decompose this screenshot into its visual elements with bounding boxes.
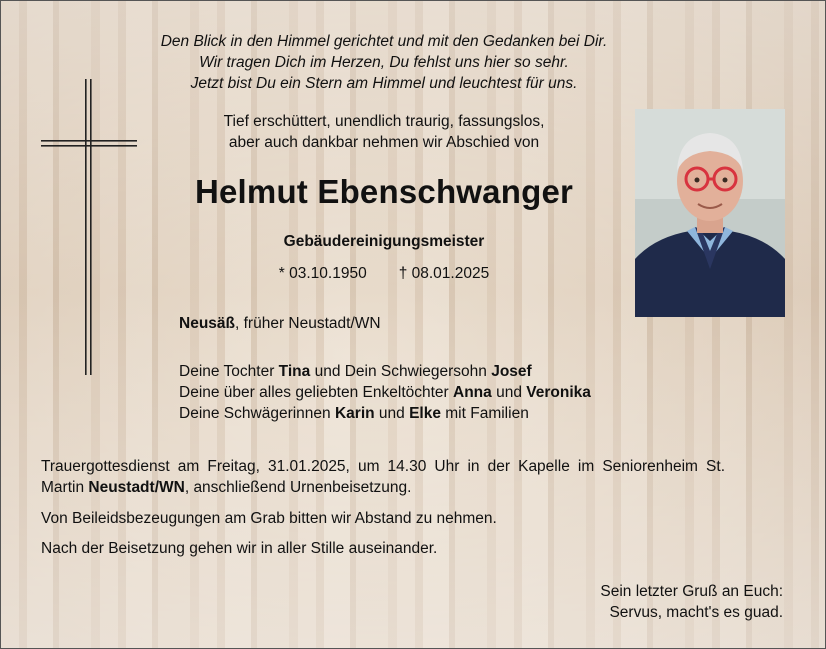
farewell-line: Servus, macht's es guad. [609,604,783,621]
text: Deine über alles geliebten Enkeltöchter [179,384,454,401]
mourner-name: Tina [278,363,311,380]
condolence-note: Von Beileidsbezeugungen am Grab bitten wir Abstand zu nehmen. [41,510,497,527]
deceased-name: Helmut Ebenschwanger [194,173,574,210]
death-date: † 08.01.2025 [398,265,490,282]
text: mit Familien [440,405,529,422]
intro-line: Tief erschüttert, unendlich traurig, fassungslos, [223,113,545,130]
birth-date: * 03.10.1950 [278,265,367,282]
mourners-list [179,361,591,424]
mourner-line [179,361,591,382]
text: Deine Tochter [179,363,279,380]
life-dates [61,265,707,283]
mourner-name: Anna [453,384,492,401]
mourner-name: Josef [491,363,532,380]
portrait-illustration [635,109,785,317]
farewell-text [600,581,783,623]
text: , anschließend Urnenbeisetzung. [184,479,412,496]
text: und Dein Schwiegersohn [310,363,492,380]
text: und [491,384,527,401]
residence-former: , früher Neustadt/WN [235,315,381,332]
intro-line: aber auch dankbar nehmen wir Abschied von [228,134,540,151]
residence [179,315,381,333]
motto-line: Wir tragen Dich im Herzen, Du fehlst uns hier so sehr. [199,54,569,71]
burial-note: Nach der Beisetzung gehen wir in aller Stille auseinander. [41,540,438,557]
intro-text [111,111,657,153]
profession: Gebäudereinigungsmeister [283,233,485,250]
residence-town: Neusäß [179,315,235,332]
text: Trauergottesdienst am Freitag, 31.01.2025, um 14.30 Uhr in der Kapelle im Seniorenheim St. Martin [41,458,725,496]
portrait-photo [635,109,785,317]
mourner-name: Elke [409,405,441,422]
funeral-service-info [41,456,725,498]
motto-line: Den Blick in den Himmel gerichtet und mit den Gedanken bei Dir. [160,33,608,50]
text: Deine Schwägerinnen [179,405,335,422]
mourner-name: Karin [334,405,375,422]
farewell-line: Sein letzter Gruß an Euch: [600,583,783,600]
mourner-name: Veronika [526,384,591,401]
motto-line: Jetzt bist Du ein Stern am Himmel und leuchtest für uns. [190,75,578,92]
text: und [374,405,410,422]
mourner-line [179,382,591,403]
motto [61,31,707,94]
service-location: Neustadt/WN [88,479,185,496]
mourner-line [179,403,591,424]
